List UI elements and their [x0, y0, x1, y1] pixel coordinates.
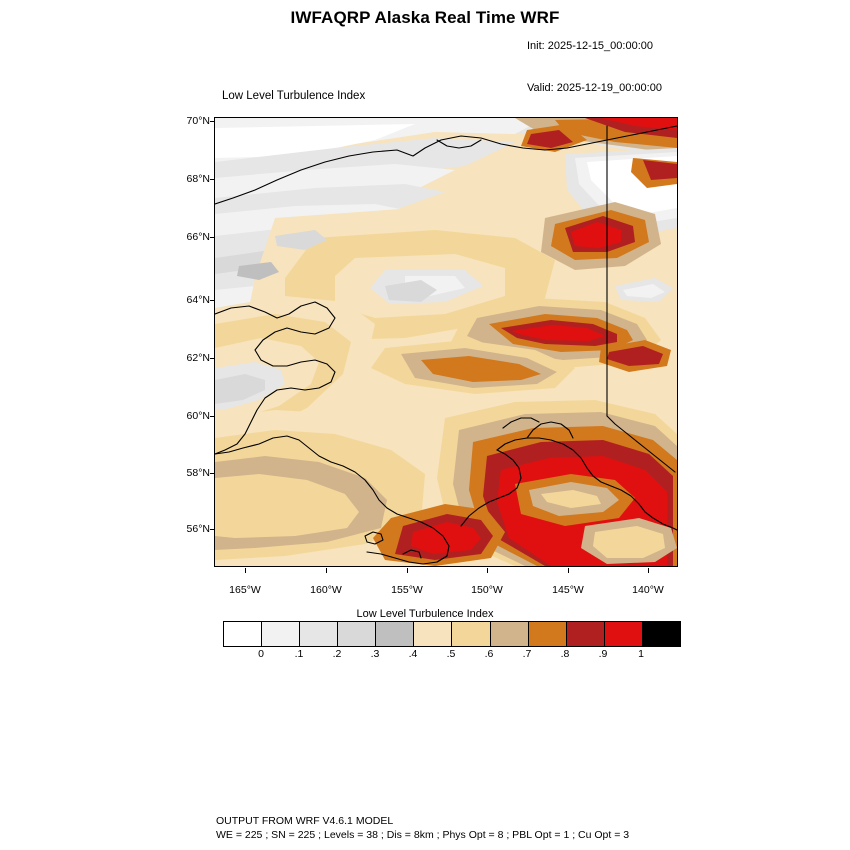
- colorbar-tick-label: .8: [560, 648, 570, 660]
- init-time: Init: 2025-12-15_00:00:00: [527, 40, 653, 52]
- y-tick-64N: 64°N: [186, 294, 210, 306]
- x-axis: [214, 568, 678, 608]
- x-tick-140W: 140°W: [632, 584, 664, 596]
- x-tick-150W: 150°W: [471, 584, 503, 596]
- y-tick-mark: [210, 237, 215, 238]
- colorbar-tick-label: 0: [258, 648, 264, 660]
- model-info: [216, 814, 629, 842]
- x-tick-145W: 145°W: [552, 584, 584, 596]
- y-tick-mark: [210, 121, 215, 122]
- colorbar: [223, 621, 681, 647]
- page-title: IWFAQRP Alaska Real Time WRF: [290, 8, 560, 27]
- colorbar-swatch: [529, 622, 567, 646]
- x-tick-160W: 160°W: [310, 584, 342, 596]
- model-info-line2: WE = 225 ; SN = 225 ; Levels = 38 ; Dis = 8km ; Phys Opt = 8 ; PBL Opt = 1 ; Cu Opt = 3: [216, 829, 630, 841]
- colorbar-swatch: [338, 622, 376, 646]
- x-tick-155W: 155°W: [391, 584, 423, 596]
- colorbar-swatch: [452, 622, 490, 646]
- colorbar-swatch: [567, 622, 605, 646]
- colorbar-tick-label: .6: [484, 648, 494, 660]
- x-tick-165W: 165°W: [229, 584, 261, 596]
- y-tick-mark: [210, 358, 215, 359]
- colorbar-swatch: [643, 622, 680, 646]
- y-axis: [166, 117, 210, 567]
- y-tick-mark: [210, 473, 215, 474]
- colorbar-tick-label: .5: [446, 648, 456, 660]
- y-tick-mark: [210, 416, 215, 417]
- y-tick-58N: 58°N: [186, 467, 210, 479]
- y-tick-mark: [210, 529, 215, 530]
- map-plot[interactable]: [214, 117, 678, 567]
- colorbar-tick-label: .3: [370, 648, 380, 660]
- colorbar-swatch: [605, 622, 643, 646]
- y-tick-60N: 60°N: [186, 410, 210, 422]
- valid-time: Valid: 2025-12-19_00:00:00: [527, 82, 662, 94]
- colorbar-swatch: [300, 622, 338, 646]
- colorbar-swatch: [224, 622, 262, 646]
- colorbar-swatch: [262, 622, 300, 646]
- colorbar-tick-label: .9: [598, 648, 608, 660]
- colorbar-tick-label: .1: [294, 648, 304, 660]
- colorbar-swatch: [491, 622, 529, 646]
- colorbar-title: Low Level Turbulence Index: [356, 608, 494, 620]
- y-tick-68N: 68°N: [186, 173, 210, 185]
- y-tick-62N: 62°N: [186, 352, 210, 364]
- colorbar-swatch: [414, 622, 452, 646]
- colorbar-ticks: [223, 648, 681, 666]
- turbulence-field: [215, 118, 677, 566]
- model-info-line1: OUTPUT FROM WRF V4.6.1 MODEL: [216, 815, 394, 827]
- y-tick-56N: 56°N: [186, 523, 210, 535]
- run-info: [527, 11, 662, 123]
- colorbar-tick-label: .2: [332, 648, 342, 660]
- colorbar-swatch: [376, 622, 414, 646]
- colorbar-tick-label: .7: [522, 648, 532, 660]
- plot-title: Low Level Turbulence Index: [222, 90, 366, 102]
- colorbar-tick-label: .4: [408, 648, 418, 660]
- y-tick-mark: [210, 300, 215, 301]
- y-tick-66N: 66°N: [186, 231, 210, 243]
- y-tick-70N: 70°N: [186, 115, 210, 127]
- y-tick-mark: [210, 179, 215, 180]
- colorbar-tick-label: 1: [638, 648, 644, 660]
